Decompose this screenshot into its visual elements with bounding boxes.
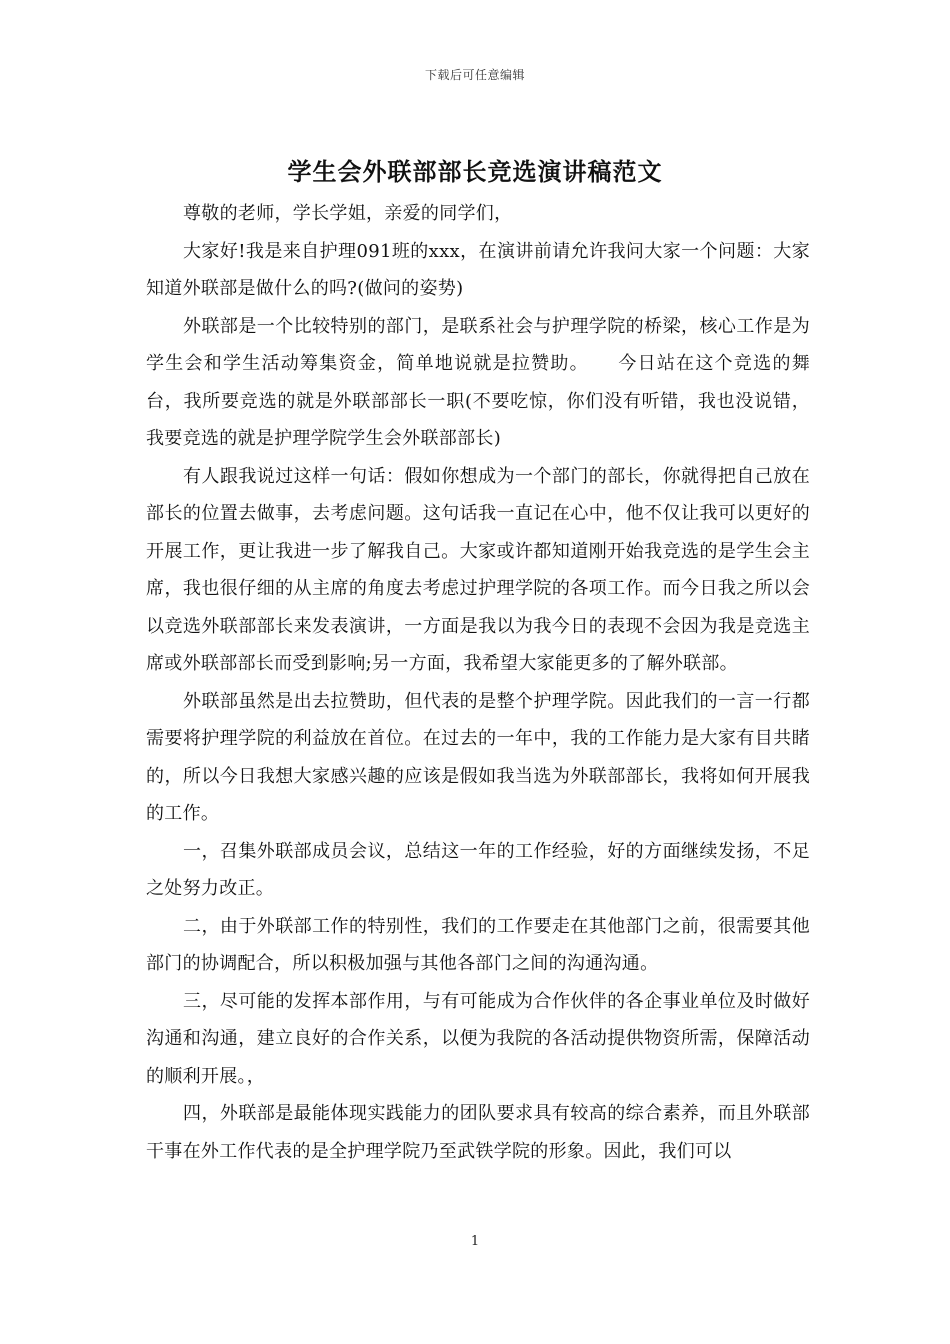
page-header-note: 下载后可任意编辑 bbox=[424, 68, 525, 82]
document-title: 学生会外联部部长竞选演讲稿范文 bbox=[287, 157, 663, 186]
paragraph-plan-1: 一，召集外联部成员会议，总结这一年的工作经验，好的方面继续发扬，不足之处努力改正。 bbox=[146, 840, 810, 899]
paragraph-plan-4: 四，外联部是最能体现实践能力的团队要求具有较高的综合素养，而且外联部干事在外工作代表的是全护理学院乃至武铁学院的形象。因此，我们可以 bbox=[146, 1103, 810, 1162]
page-number: 1 bbox=[470, 1234, 480, 1249]
paragraph-plan-2: 二，由于外联部工作的特别性，我们的工作要走在其他部门之前，很需要其他部门的协调配合，所以积极加强与其他各部门之间的沟通沟通。 bbox=[146, 915, 810, 974]
paragraph-intro: 大家好!我是来自护理091班的xxx，在演讲前请允许我问大家一个问题：大家知道外联部是做什么的吗?(做问的姿势) bbox=[146, 240, 810, 299]
document-body bbox=[146, 195, 810, 1170]
paragraph-plan-3: 三，尽可能的发挥本部作用，与有可能成为合作伙伴的各企事业单位及时做好沟通和沟通，建立良好的合作关系，以便为我院的各活动提供物资所需，保障活动的顺利开展。， bbox=[146, 990, 810, 1087]
paragraph-department-description: 外联部是一个比较特别的部门，是联系社会与护理学院的桥梁，核心工作是为学生会和学生活动筹集资金，简单地说就是拉赞助。 今日站在这个竞选的舞台，我所要竞选的就是外联部部长一职(不要吃惊，你们没有听错，我也没说错，我要竞选的就是护理学院学生会外联部部长) bbox=[146, 315, 810, 449]
paragraph-representation: 外联部虽然是出去拉赞助，但代表的是整个护理学院。因此我们的一言一行都需要将护理学院的利益放在首位。在过去的一年中，我的工作能力是大家有目共睹的，所以今日我想大家感兴趣的应该是假如我当选为外联部部长，我将如何开展我的工作。 bbox=[146, 690, 810, 824]
paragraph-motivation: 有人跟我说过这样一句话：假如你想成为一个部门的部长，你就得把自己放在部长的位置去做事，去考虑问题。这句话我一直记在心中，他不仅让我可以更好的开展工作，更让我进一步了解我自己。大家或许都知道刚开始我竞选的是学生会主席，我也很仔细的从主席的角度去考虑过护理学院的各项工作。而今日我之所以会以竞选外联部部长来发表演讲，一方面是我以为我今日的表现不会因为我是竞选主席或外联部部长而受到影响;另一方面，我希望大家能更多的了解外联部。 bbox=[146, 465, 810, 674]
paragraph-greeting: 尊敬的老师，学长学姐，亲爱的同学们， bbox=[183, 203, 513, 224]
